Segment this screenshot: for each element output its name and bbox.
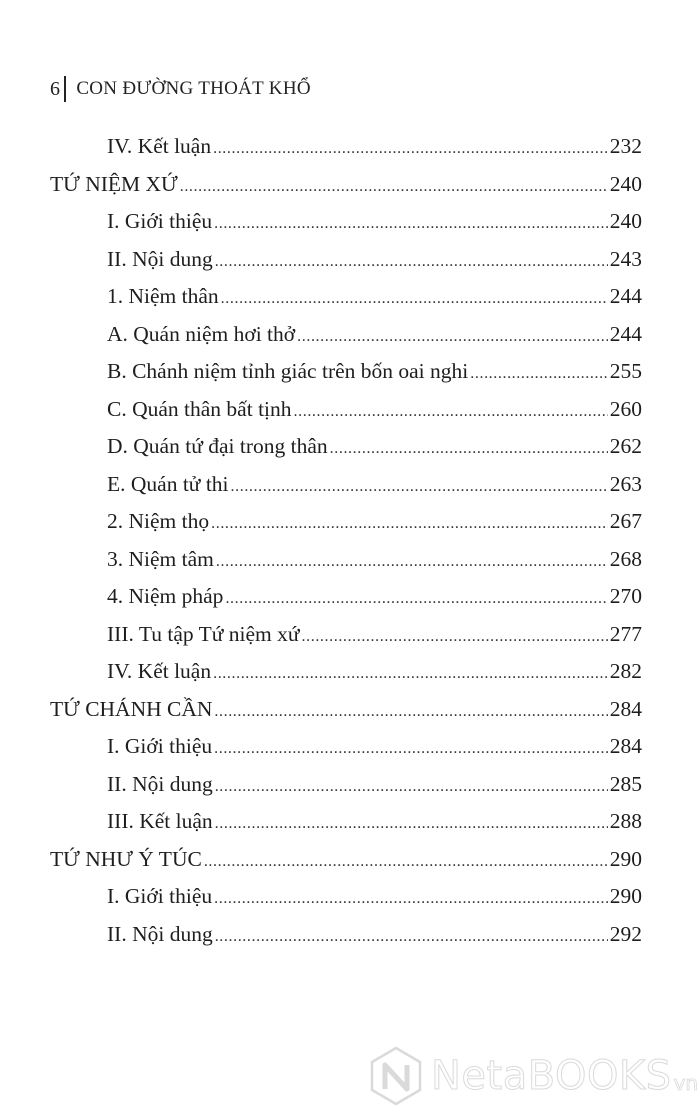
toc-page-number: 284	[609, 696, 642, 721]
toc-entry-row	[107, 506, 642, 536]
toc-entry-row	[107, 281, 642, 311]
toc-title: IV. Kết luận	[107, 659, 212, 683]
watermark-brand: NetaBOOKS	[431, 1053, 672, 1099]
dot-leader	[330, 434, 608, 464]
book-title: CON ĐƯỜNG THOÁT KHỔ	[76, 78, 311, 99]
toc-chapter-row	[50, 694, 642, 724]
header-divider	[64, 76, 66, 102]
dot-leader	[470, 359, 607, 389]
dot-leader	[297, 322, 608, 352]
toc-entry-row	[107, 131, 642, 161]
watermark-suffix: vn	[673, 1071, 699, 1095]
toc-entry-row	[107, 731, 642, 761]
toc-chapter-row	[50, 844, 642, 874]
dot-leader	[216, 547, 608, 577]
toc-entry-row	[107, 206, 642, 236]
toc-title: B. Chánh niệm tỉnh giác trên bốn oai nghi	[107, 359, 469, 383]
toc-title: III. Kết luận	[107, 809, 213, 833]
dot-leader	[214, 884, 608, 914]
toc-page-number: 232	[609, 134, 642, 158]
toc-title: E. Quán tử thi	[107, 471, 229, 496]
toc-page-number: 267	[609, 509, 642, 533]
toc-title: A. Quán niệm hơi thở	[107, 321, 296, 346]
page-number: 6	[50, 77, 61, 100]
dot-leader	[294, 397, 608, 427]
toc-entry-row	[107, 919, 642, 949]
toc-page-number: 260	[609, 396, 642, 421]
toc-entry-row	[107, 806, 642, 836]
dot-leader	[215, 922, 608, 952]
dot-leader	[213, 659, 608, 689]
dot-leader	[214, 734, 608, 764]
toc-page-number: 244	[609, 321, 642, 346]
toc-page-number: 290	[609, 884, 642, 908]
toc-entry-row	[107, 769, 642, 799]
toc-entry-row	[107, 656, 642, 686]
toc-title: II. Nội dung	[107, 921, 213, 946]
toc-page-number: 262	[609, 434, 642, 458]
dot-leader	[214, 209, 608, 239]
toc-page-number: 290	[609, 846, 642, 871]
toc-page-number: 244	[609, 284, 642, 308]
toc-title: TỨ NIỆM XỨ	[50, 171, 178, 196]
toc-entry-row	[107, 431, 642, 461]
dot-leader	[180, 172, 608, 202]
toc-entry-row	[107, 319, 642, 349]
dot-leader	[215, 809, 608, 839]
toc-page-number: 263	[609, 471, 642, 496]
toc-title: III. Tu tập Tứ niệm xứ	[107, 621, 300, 646]
toc-title: 2. Niệm thọ	[107, 509, 210, 533]
toc-page-number: 288	[609, 809, 642, 833]
toc-entry-row	[107, 581, 642, 611]
dot-leader	[204, 847, 608, 877]
running-header	[50, 76, 311, 102]
toc-chapter-row	[50, 169, 642, 199]
toc-entry-row	[107, 619, 642, 649]
dot-leader	[231, 472, 608, 502]
toc-title: D. Quán tứ đại trong thân	[107, 434, 328, 458]
dot-leader	[221, 284, 608, 314]
toc-entry-row	[107, 544, 642, 574]
toc-entry-row	[107, 244, 642, 274]
toc-page-number: 270	[609, 584, 642, 608]
toc-title: IV. Kết luận	[107, 134, 212, 158]
toc-title: TỨ NHƯ Ý TÚC	[50, 846, 202, 871]
dot-leader	[302, 622, 608, 652]
toc-title: I. Giới thiệu	[107, 734, 213, 758]
toc-title: I. Giới thiệu	[107, 209, 213, 233]
toc-title: II. Nội dung	[107, 246, 213, 271]
toc-title: 3. Niệm tâm	[107, 546, 214, 571]
toc-page-number: 240	[609, 209, 642, 233]
toc-page-number: 268	[609, 546, 642, 571]
dot-leader	[213, 134, 608, 164]
toc-page-number: 292	[609, 921, 642, 946]
toc-page-number: 285	[609, 771, 642, 796]
toc-title: 1. Niệm thân	[107, 284, 219, 308]
toc-entry-row	[107, 394, 642, 424]
toc-title: 4. Niệm pháp	[107, 584, 224, 608]
toc-page-number: 277	[609, 621, 642, 646]
toc-entry-row	[107, 881, 642, 911]
toc-page-number: 282	[609, 659, 642, 683]
dot-leader	[225, 584, 607, 614]
toc-title: I. Giới thiệu	[107, 884, 213, 908]
toc-entry-row	[107, 356, 642, 386]
dot-leader	[214, 697, 607, 727]
toc-page-number: 240	[609, 171, 642, 196]
toc-page-number: 255	[609, 359, 642, 383]
netabooks-logo-icon	[365, 1045, 427, 1107]
watermark	[365, 1045, 698, 1107]
dot-leader	[215, 772, 608, 802]
toc-title: TỨ CHÁNH CẦN	[50, 696, 213, 721]
toc-title: C. Quán thân bất tịnh	[107, 396, 292, 421]
dot-leader	[215, 247, 608, 277]
toc-entry-row	[107, 469, 642, 499]
toc-page-number: 243	[609, 246, 642, 271]
dot-leader	[211, 509, 608, 539]
toc-title: II. Nội dung	[107, 771, 213, 796]
toc-page-number: 284	[609, 734, 642, 758]
